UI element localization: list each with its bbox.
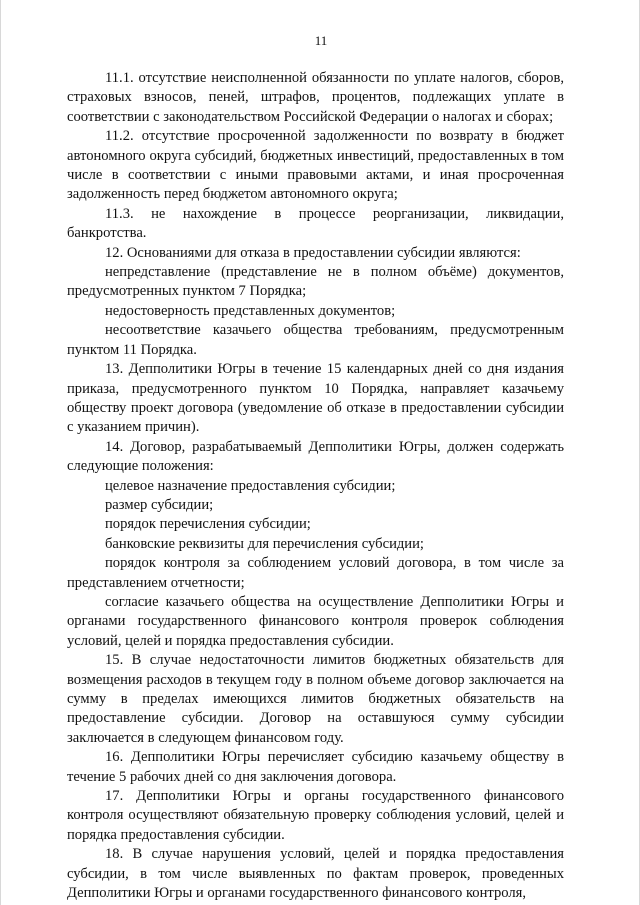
paragraph-14-item-2: размер субсидии;	[105, 496, 214, 513]
paragraph-14-item-5: порядок контроля за соблюдением условий договора, в том числе за представлением отчетности;	[67, 555, 564, 591]
paragraph-14-item-6: согласие казачьего общества на осуществление Депполитики Югры и органами государственного финансового контроля проверок соблюдения условий, целей и порядка предоставления субсидии.	[67, 593, 564, 649]
paragraph-11-3: 11.3. не нахождение в процессе реорганизации, ликвидации, банкротства.	[67, 205, 564, 242]
paragraph-12-item-2: недостоверность представленных документов;	[105, 302, 396, 319]
page-number: 11	[314, 33, 328, 48]
paragraph-12: 12. Основаниями для отказа в предоставлении субсидии являются:	[105, 244, 521, 261]
paragraph-15: 15. В случае недостаточности лимитов бюджетных обязательств для возмещения расходов в текущем году в полном объеме договор заключается на сумму в пределах имеющихся лимитов бюджетных обязательств на предоставление субсидии. Договор на оставшуюся сумму субсидии заключается в следующем финансовом году.	[67, 652, 564, 746]
paragraph-14-item-3: порядок перечисления субсидии;	[105, 516, 311, 533]
paragraph-17: 17. Депполитики Югры и органы государственного финансового контроля осуществляют обязательную проверку соблюдения условий, целей и порядка предоставления субсидии.	[67, 788, 564, 843]
paragraph-12-item-3: несоответствие казачьего общества требованиям, предусмотренным пунктом 11 Порядка.	[67, 322, 564, 358]
paragraph-14-item-4: банковские реквизиты для перечисления субсидии;	[105, 535, 424, 552]
document-body	[67, 69, 564, 903]
paragraph-18: 18. В случае нарушения условий, целей и порядка предоставления субсидии, в том числе выявленных по фактам проверок, проведенных Депполитики Югры и органами государственного финансового контроля,	[67, 846, 564, 902]
paragraph-14: 14. Договор, разрабатываемый Депполитики Югры, должен содержать следующие положения:	[67, 438, 564, 475]
paragraph-16: 16. Депполитики Югры перечисляет субсидию казачьему обществу в течение 5 рабочих дней со дня заключения договора.	[67, 749, 564, 785]
paragraph-13: 13. Депполитики Югры в течение 15 календарных дней со дня издания приказа, предусмотренного пунктом 10 Порядка, направляет казачьему обществу проект договора (уведомление об отказе в предоставлении субсидии с указанием причин).	[67, 361, 564, 436]
paragraph-14-item-1: целевое назначение предоставления субсидии;	[105, 477, 396, 494]
paragraph-11-2: 11.2. отсутствие просроченной задолженности по возврату в бюджет автономного округа субсидий, бюджетных инвестиций, предоставленных в том числе в соответствии с иными правовыми актами, и иная просроченная задолженность перед бюджетом автономного округа;	[67, 128, 564, 203]
paragraph-12-item-1: непредставление (представление не в полном объёме) документов, предусмотренных пунктом 7 Порядка;	[67, 264, 564, 300]
paragraph-11-1: 11.1. отсутствие неисполненной обязанности по уплате налогов, сборов, страховых взносов, пеней, штрафов, процентов, подлежащих уплате в соответствии с законодательством Российской Федерации о налогах и сборах;	[67, 70, 564, 125]
